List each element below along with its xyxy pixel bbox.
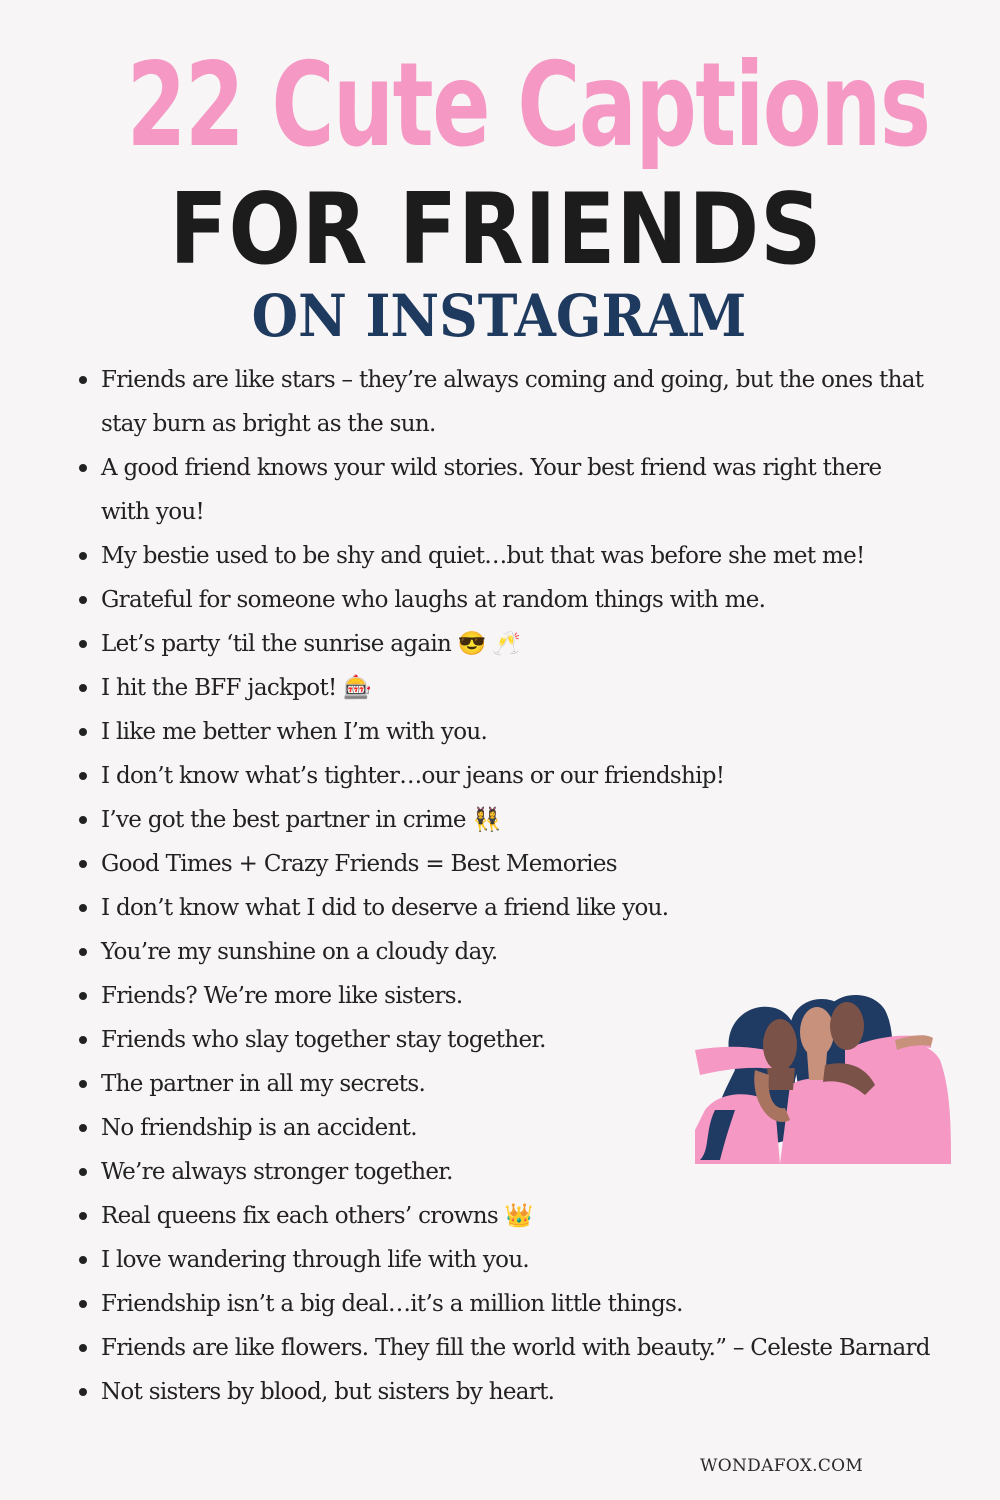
bullet-icon bbox=[79, 992, 87, 1000]
list-item bbox=[101, 446, 931, 534]
caption-text: I hit the BFF jackpot! 🎰 bbox=[101, 675, 372, 701]
caption-text: I love wandering through life with you. bbox=[101, 1247, 530, 1273]
caption-text: The partner in all my secrets. bbox=[101, 1071, 426, 1097]
caption-text: Real queens fix each others’ crowns 👑 bbox=[101, 1203, 533, 1229]
list-item bbox=[101, 1326, 931, 1370]
list-item bbox=[101, 754, 931, 798]
list-item bbox=[101, 622, 931, 666]
list-item bbox=[101, 1370, 931, 1414]
bullet-icon bbox=[79, 1256, 87, 1264]
bullet-icon bbox=[79, 860, 87, 868]
bullet-icon bbox=[79, 1344, 87, 1352]
list-item bbox=[101, 1194, 931, 1238]
caption-text: Friendship isn’t a big deal…it’s a million little things. bbox=[101, 1291, 683, 1317]
caption-text: Friends? We’re more like sisters. bbox=[101, 983, 463, 1009]
bullet-icon bbox=[79, 464, 87, 472]
list-item bbox=[101, 886, 931, 930]
site-credit: WONDAFOX.COM bbox=[700, 1456, 864, 1476]
bullet-icon bbox=[79, 728, 87, 736]
left-friend-neck bbox=[767, 1068, 795, 1090]
bullet-icon bbox=[79, 904, 87, 912]
bullet-icon bbox=[79, 1036, 87, 1044]
list-item bbox=[101, 666, 931, 710]
caption-text: My bestie used to be shy and quiet…but that was before she met me! bbox=[101, 543, 865, 569]
list-item bbox=[101, 842, 931, 886]
bullet-icon bbox=[79, 1300, 87, 1308]
bullet-icon bbox=[79, 1212, 87, 1220]
caption-text: Let’s party ‘til the sunrise again 😎 🥂 bbox=[101, 631, 521, 657]
bullet-icon bbox=[79, 376, 87, 384]
caption-text: I’ve got the best partner in crime 👯‍♀️ bbox=[101, 807, 501, 833]
caption-text: Grateful for someone who laughs at random things with me. bbox=[101, 587, 766, 613]
caption-text: Friends who slay together stay together. bbox=[101, 1027, 546, 1053]
bullet-icon bbox=[79, 1168, 87, 1176]
middle-friend-body bbox=[780, 1078, 870, 1164]
caption-text: A good friend knows your wild stories. Your best friend was right there with you! bbox=[101, 455, 882, 525]
right-friend-face bbox=[830, 1002, 864, 1050]
caption-text: I don’t know what I did to deserve a friend like you. bbox=[101, 895, 669, 921]
bullet-icon bbox=[79, 640, 87, 648]
bullet-icon bbox=[79, 552, 87, 560]
list-item bbox=[101, 930, 931, 974]
list-item bbox=[101, 534, 931, 578]
caption-text: I like me better when I’m with you. bbox=[101, 719, 488, 745]
caption-list bbox=[101, 358, 931, 1414]
bullet-icon bbox=[79, 948, 87, 956]
page-tagline: ON INSTAGRAM bbox=[251, 282, 747, 350]
list-item bbox=[101, 1282, 931, 1326]
caption-text: Friends are like stars – they’re always coming and going, but the ones that stay burn as bright as the sun. bbox=[101, 367, 924, 437]
list-item bbox=[101, 710, 931, 754]
list-item bbox=[101, 798, 931, 842]
list-item bbox=[101, 358, 931, 446]
caption-text: You’re my sunshine on a cloudy day. bbox=[101, 939, 498, 965]
bullet-icon bbox=[79, 772, 87, 780]
bullet-icon bbox=[79, 596, 87, 604]
caption-text: Not sisters by blood, but sisters by heart. bbox=[101, 1379, 555, 1405]
caption-text: No friendship is an accident. bbox=[101, 1115, 417, 1141]
bullet-icon bbox=[79, 816, 87, 824]
page-subtitle: FOR FRIENDS bbox=[169, 173, 823, 287]
bullet-icon bbox=[79, 1124, 87, 1132]
bullet-icon bbox=[79, 684, 87, 692]
bullet-icon bbox=[79, 1388, 87, 1396]
caption-text: I don’t know what’s tighter…our jeans or our friendship! bbox=[101, 763, 725, 789]
caption-text: Good Times + Crazy Friends = Best Memories bbox=[101, 851, 617, 877]
caption-text: We’re always stronger together. bbox=[101, 1159, 453, 1185]
list-item bbox=[101, 578, 931, 622]
bullet-icon bbox=[79, 1080, 87, 1088]
caption-text: Friends are like flowers. They fill the world with beauty.” – Celeste Barnard bbox=[101, 1335, 930, 1361]
middle-friend-face bbox=[800, 1007, 834, 1057]
page-title: 22 Cute Captions bbox=[126, 38, 930, 173]
left-friend-face bbox=[763, 1019, 797, 1071]
list-item bbox=[101, 1238, 931, 1282]
friends-hugging-illustration bbox=[695, 990, 951, 1164]
